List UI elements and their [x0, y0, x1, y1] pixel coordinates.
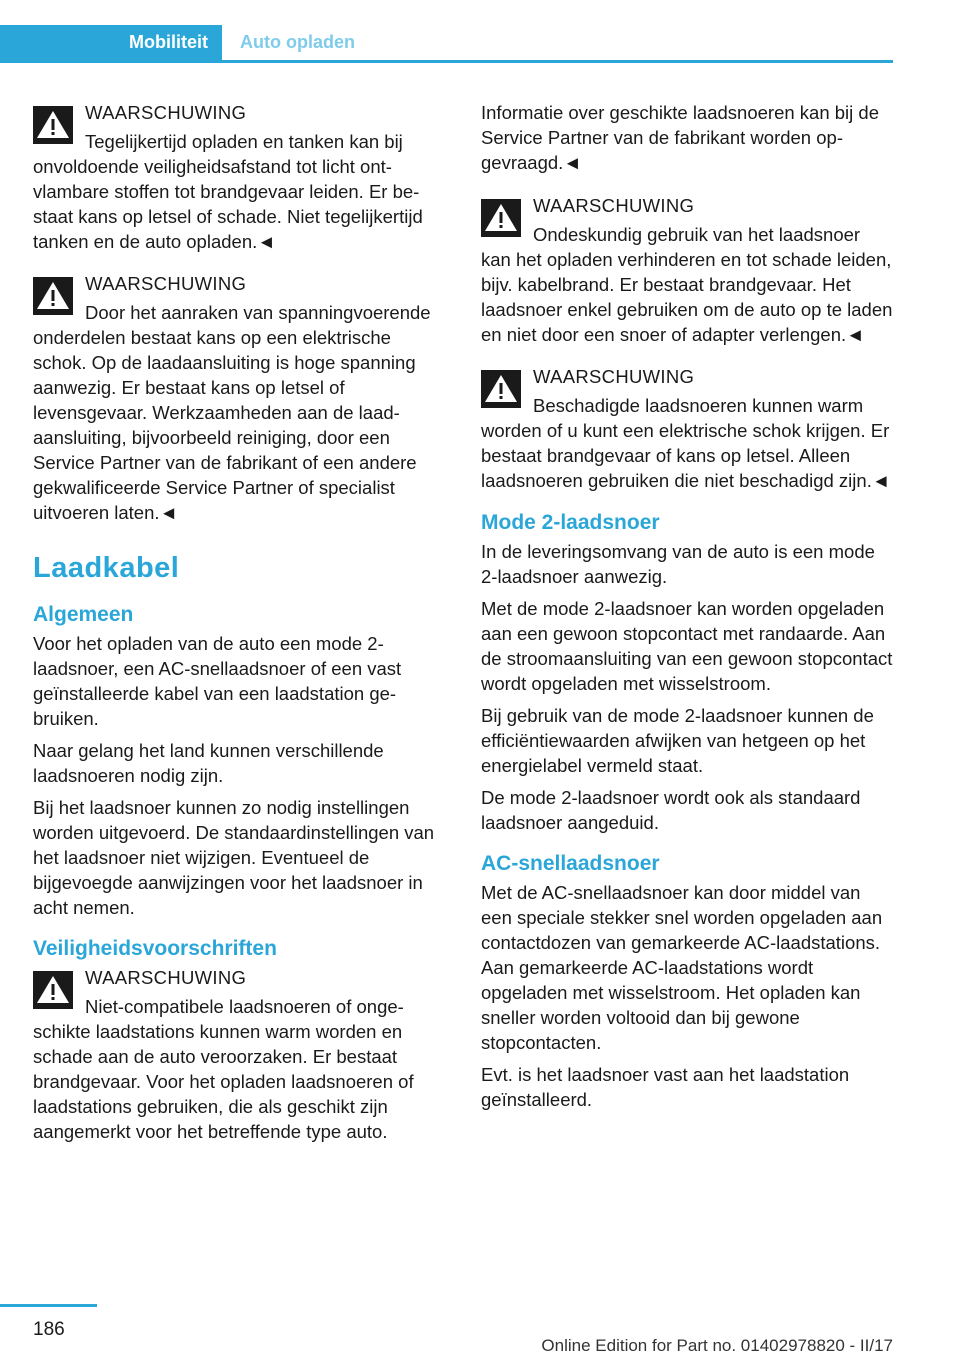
paragraph: In de leveringsomvang van de auto is een mode 2-laadsnoer aanwezig. — [481, 541, 875, 587]
warning-triangle-icon — [481, 370, 521, 408]
header-section-label: Mobiliteit — [0, 25, 222, 60]
page-number: 186 — [33, 1319, 65, 1340]
subheading-veiligheidsvoorschriften: Veiligheidsvoorschriften — [33, 937, 277, 960]
paragraph: Bij gebruik van de mode 2-laadsnoer kunnen de efficiëntiewaarden afwijken van hetgeen op het energielabel vermeld staat. — [481, 705, 874, 776]
warning-box — [33, 965, 443, 1144]
warning-box — [481, 364, 893, 493]
left-column — [33, 100, 443, 1161]
subheading-algemeen: Algemeen — [33, 603, 134, 626]
paragraph: Evt. is het laadsnoer vast aan het laadstation geïnstalleerd. — [481, 1064, 850, 1110]
warning-text: Beschadigde laadsnoeren kunnen warm worden of u kunt een elektrische schok krijgen. Er bestaat brandgevaar of kans op letsel. Alleen laadsnoeren gebruiken die niet beschadigd zijn.◄ — [481, 395, 891, 491]
right-column — [481, 100, 893, 1119]
warning-title: WAARSCHUWING — [85, 967, 247, 988]
section-title: Laadkabel — [33, 552, 180, 584]
paragraph: De mode 2-laadsnoer wordt ook als standaard laadsnoer aangeduid. — [481, 787, 861, 833]
warning-text: Ondeskundig gebruik van het laadsnoer kan het opladen verhinderen en tot schade leiden, bijv. kabelbrand. Er bestaat brandgevaar. Het laadsnoer enkel gebruiken om de auto op te laden en niet door een snoer of adapter verlengen.◄ — [481, 224, 893, 345]
warning-title: WAARSCHUWING — [533, 195, 695, 216]
paragraph: Bij het laadsnoer kunnen zo nodig instellingen worden uitgevoerd. De standaardinstellingen van het laadsnoer niet wijzigen. Eventueel de bijgevoegde aanwijzingen voor het laadsnoer in acht nemen. — [33, 797, 435, 918]
header-chapter-label: Auto opladen — [240, 32, 355, 52]
page-header — [0, 25, 893, 63]
warning-text: Tegelijkertijd opladen en tanken kan bij onvoldoende veiligheidsafstand tot licht ontvlambare stoffen tot brandgevaar leiden. Er bestaat kans op letsel of schade. Niet tegelijkertijd tanken en de auto opladen.◄ — [33, 131, 423, 252]
warning-triangle-icon — [481, 199, 521, 237]
paragraph: Met de AC-snellaadsnoer kan door middel van een speciale stekker snel worden opgeladen aan contactdozen van gemarkeerde AC-laadstations. Aan gemarkeerde AC-laadstations wordt opgeladen met wisselstroom. Het opladen kan sneller worden voltooid dan bij gewone stopcontacten. — [481, 882, 883, 1053]
paragraph: Informatie over geschikte laadsnoeren kan bij de Service Partner van de fabrikant worden opgevraagd.◄ — [481, 102, 879, 173]
subheading-mode2-laadsnoer: Mode 2-laadsnoer — [481, 511, 660, 534]
warning-title: WAARSCHUWING — [85, 273, 247, 294]
paragraph: Voor het opladen van de auto een mode 2-laadsnoer, een AC-snellaadsnoer of een vast geïnstalleerde kabel van een laadstation gebruiken. — [33, 633, 402, 729]
footer-edition: Online Edition for Part no. 01402978820 - II/17 — [541, 1336, 893, 1355]
warning-title: WAARSCHUWING — [85, 102, 247, 123]
warning-text: Door het aanraken van spanningvoerende onderdelen bestaat kans op een elektrische schok. Op de laadaansluiting is hoge spanning aanwezig. Er bestaat kans op letsel of levensgevaar. Werkzaamheden aan de laadaansluiting, bijvoorbeeld reiniging, door een Service Partner van de fabrikant of een andere gekwalificeerde Service Partner of specialist uitvoeren laten.◄ — [33, 302, 431, 523]
warning-title: WAARSCHUWING — [533, 366, 695, 387]
warning-triangle-icon — [33, 106, 73, 144]
footer-rule — [0, 1304, 97, 1307]
header-rule — [0, 60, 893, 63]
warning-box — [33, 271, 443, 525]
warning-box — [481, 193, 893, 347]
warning-text: Niet-compatibele laadsnoeren of ongeschikte laadstations kunnen warm worden en schade aan de auto veroorzaken. Er bestaat brandgevaar. Voor het opladen laadsnoeren of laadstations gebruiken, die als geschikt zijn aangemerkt voor het betreffende type auto. — [33, 996, 414, 1142]
paragraph: Naar gelang het land kunnen verschillende laadsnoeren nodig zijn. — [33, 740, 384, 786]
paragraph: Met de mode 2-laadsnoer kan worden opgeladen aan een gewoon stopcontact met randaarde. Aan de stroomaansluiting van een gewoon stopcontact wordt opgeladen met wisselstroom. — [481, 598, 893, 694]
warning-triangle-icon — [33, 971, 73, 1009]
subheading-ac-snellaadsnoer: AC-snellaadsnoer — [481, 852, 660, 875]
warning-box — [33, 100, 443, 254]
warning-triangle-icon — [33, 277, 73, 315]
